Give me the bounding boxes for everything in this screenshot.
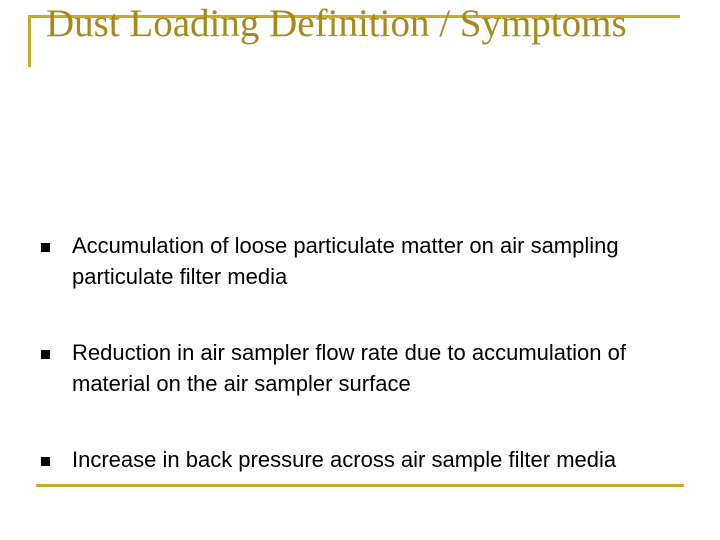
slide-title: Dust Loading Definition / Symptoms	[46, 2, 627, 45]
list-item	[40, 444, 680, 475]
bullet-text: Increase in back pressure across air sample filter media	[72, 447, 617, 472]
bottom-rule	[36, 484, 684, 487]
square-bullet-icon	[41, 457, 50, 466]
square-bullet-icon	[41, 243, 50, 252]
bullet-list	[40, 230, 680, 520]
bullet-text: Reduction in air sampler flow rate due to accumulation of material on the air sampler surface	[72, 340, 626, 396]
list-item	[40, 230, 680, 292]
square-bullet-icon	[41, 350, 50, 359]
bullet-text: Accumulation of loose particulate matter on air sampling particulate filter media	[72, 233, 619, 289]
list-item	[40, 337, 680, 399]
left-rule	[28, 15, 31, 67]
